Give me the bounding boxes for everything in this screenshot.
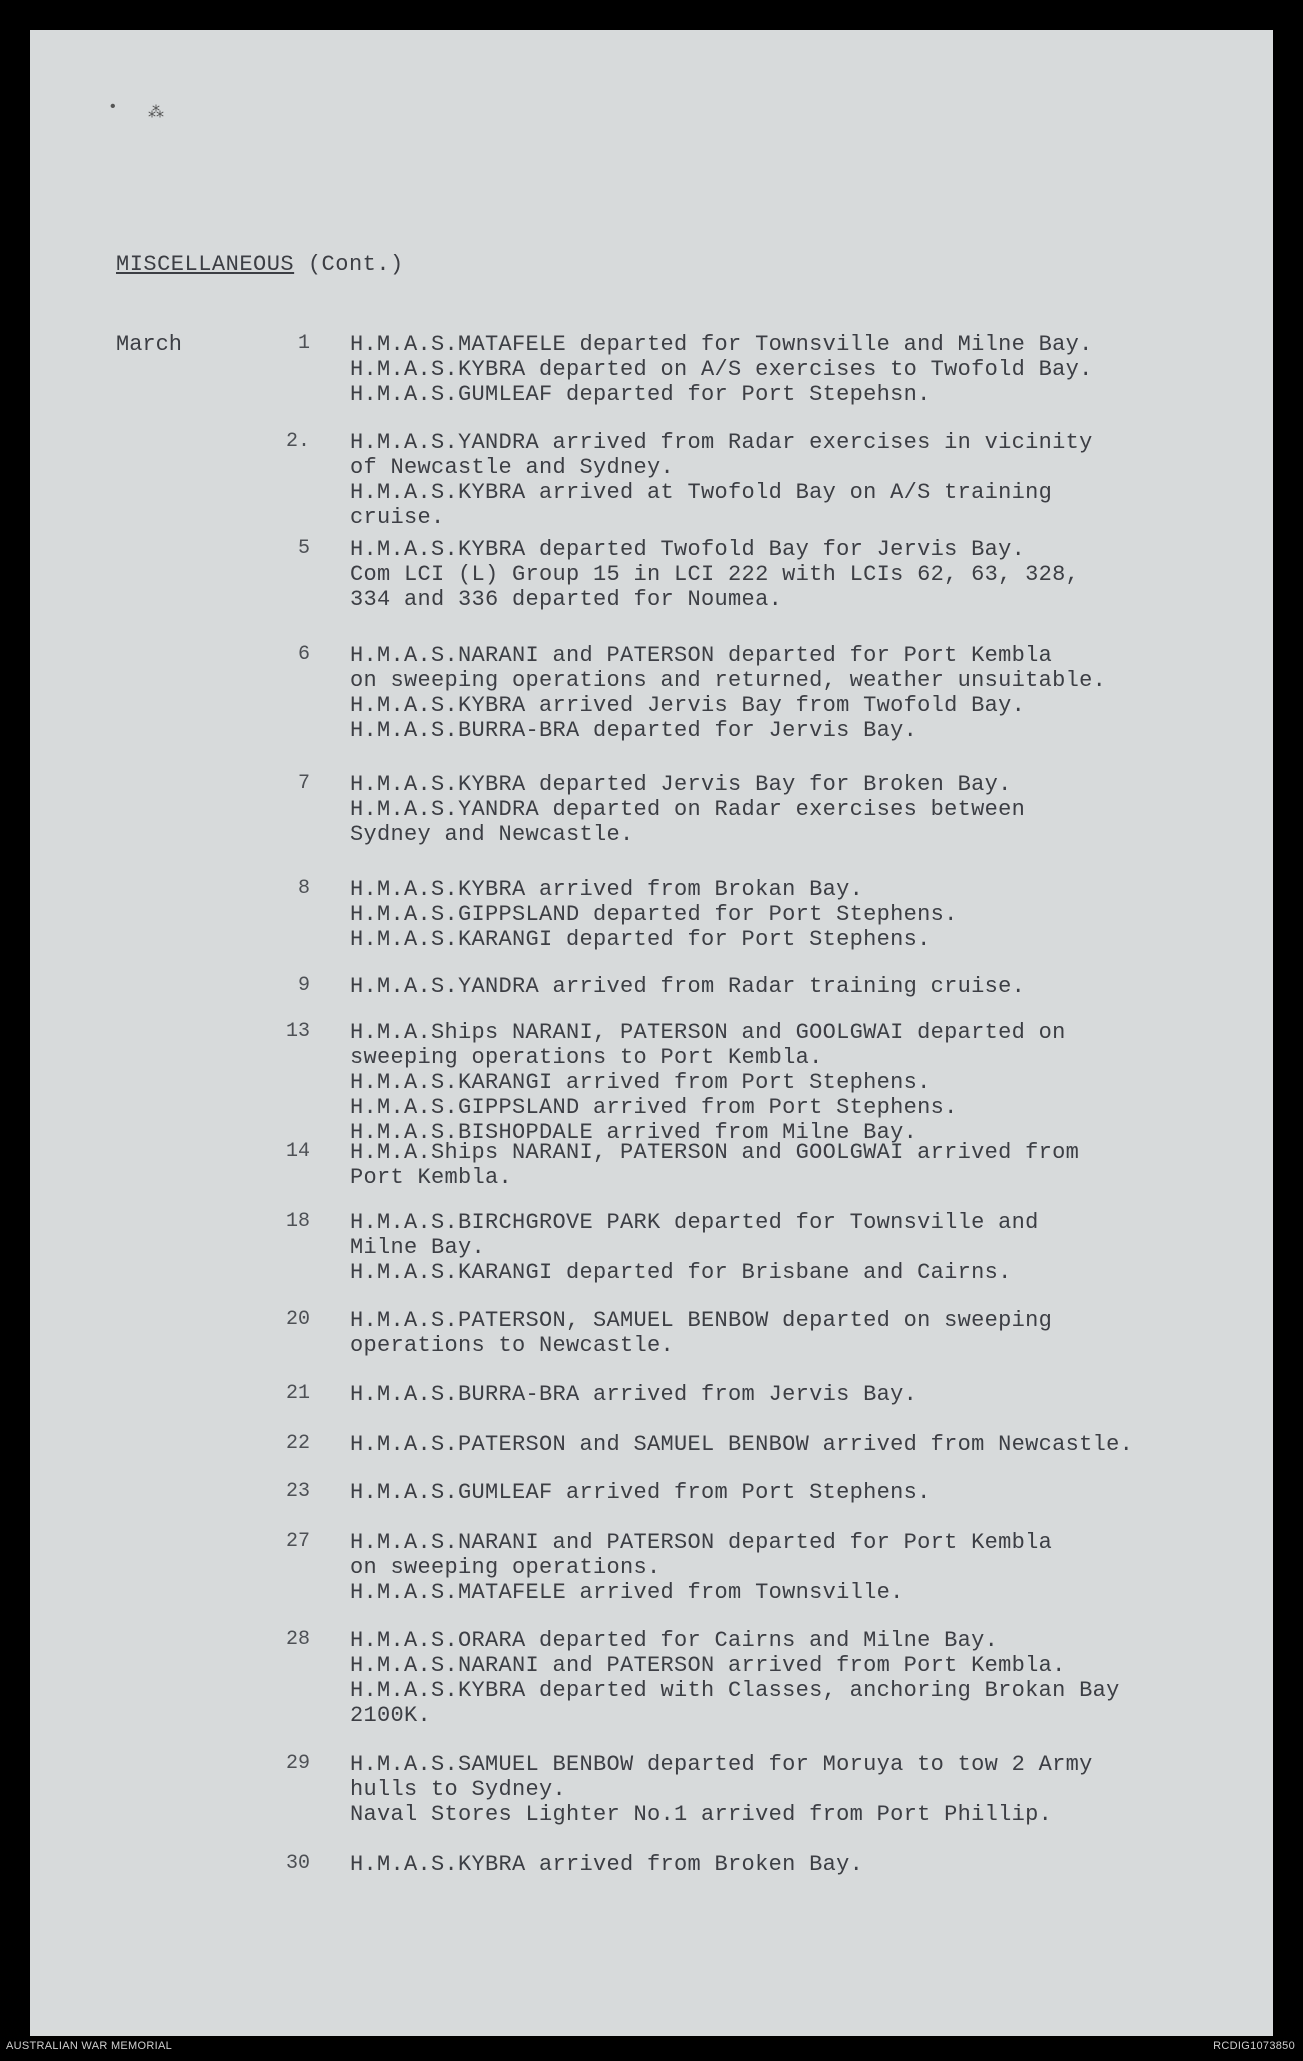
entry-line: H.M.A.Ships NARANI, PATERSON and GOOLGWAI departed on	[350, 1020, 1066, 1045]
entry-day: 29	[285, 1752, 310, 1775]
entry-day: 6	[297, 643, 310, 666]
entry-line: on sweeping operations.	[350, 1555, 661, 1580]
entry-day: 28	[285, 1628, 310, 1651]
entry-day: 22	[285, 1432, 310, 1455]
entry-day: 27	[285, 1530, 310, 1553]
entry-day: 21	[285, 1382, 310, 1405]
entry-line: 2100K.	[350, 1703, 432, 1728]
entry-line: H.M.A.S.PATERSON, SAMUEL BENBOW departed on sweeping	[350, 1308, 1053, 1333]
entry-line: Port Kembla.	[350, 1165, 513, 1190]
entry-line: 334 and 336 departed for Noumea.	[350, 587, 783, 612]
entry-line: sweeping operations to Port Kembla.	[350, 1045, 823, 1070]
entry-line: H.M.A.S.GUMLEAF arrived from Port Stephens.	[350, 1480, 931, 1505]
entry-day: 30	[285, 1852, 310, 1875]
entry-line: on sweeping operations and returned, weather unsuitable.	[350, 668, 1107, 693]
entry-line: Naval Stores Lighter No.1 arrived from Port Phillip.	[350, 1802, 1053, 1827]
entry-line: H.M.A.S.KARANGI arrived from Port Stephens.	[350, 1070, 931, 1095]
entry-line: H.M.A.S.KYBRA arrived at Twofold Bay on A/S training	[350, 480, 1053, 505]
section-heading	[116, 252, 404, 277]
entry-line: H.M.A.S.KYBRA departed on A/S exercises to Twofold Bay.	[350, 357, 1093, 382]
entry-line: H.M.A.S.PATERSON and SAMUEL BENBOW arrived from Newcastle.	[350, 1432, 1134, 1457]
entry-day: 18	[285, 1210, 310, 1233]
entry-line: H.M.A.S.KARANGI departed for Port Stephens.	[350, 927, 931, 952]
document-page	[30, 30, 1273, 2036]
entry-line: H.M.A.S.NARANI and PATERSON departed for Port Kembla	[350, 643, 1053, 668]
entry-line: H.M.A.S.GIPPSLAND arrived from Port Stephens.	[350, 1095, 958, 1120]
entry-day: 23	[285, 1480, 310, 1503]
entry-day: 1	[297, 332, 310, 355]
entry-day: 14	[285, 1140, 310, 1163]
month-label: March	[116, 332, 183, 357]
entry-line: H.M.A.S.BISHOPDALE arrived from Milne Bay.	[350, 1120, 918, 1145]
entry-line: operations to Newcastle.	[350, 1333, 675, 1358]
entry-line: H.M.A.S.GIPPSLAND departed for Port Stephens.	[350, 902, 958, 927]
entry-line: Com LCI (L) Group 15 in LCI 222 with LCIs 62, 63, 328,	[350, 562, 1080, 587]
entry-line: H.M.A.S.KYBRA arrived Jervis Bay from Twofold Bay.	[350, 693, 1026, 718]
dust-mark: ⁂	[148, 104, 164, 122]
entry-line: hulls to Sydney.	[350, 1777, 567, 1802]
entry-line: H.M.A.S.BURRA-BRA departed for Jervis Bay.	[350, 718, 918, 743]
entry-line: H.M.A.S.BIRCHGROVE PARK departed for Townsville and	[350, 1210, 1039, 1235]
entry-day: 20	[285, 1308, 310, 1331]
heading-continued: (Cont.)	[294, 252, 404, 277]
entry-line: H.M.A.S.NARANI and PATERSON departed for Port Kembla	[350, 1530, 1053, 1555]
entry-line: H.M.A.S.YANDRA departed on Radar exercises between	[350, 797, 1026, 822]
entry-line: H.M.A.Ships NARANI, PATERSON and GOOLGWAI arrived from	[350, 1140, 1080, 1165]
entry-line: of Newcastle and Sydney.	[350, 455, 675, 480]
entry-line: H.M.A.S.NARANI and PATERSON arrived from Port Kembla.	[350, 1653, 1066, 1678]
entry-line: H.M.A.S.KYBRA arrived from Broken Bay.	[350, 1852, 864, 1877]
entry-line: H.M.A.S.KYBRA departed Twofold Bay for Jervis Bay.	[350, 537, 1026, 562]
entry-day: 9	[297, 974, 310, 997]
entry-day: 7	[297, 772, 310, 795]
entry-line: H.M.A.S.MATAFELE departed for Townsville and Milne Bay.	[350, 332, 1093, 357]
entry-line: H.M.A.S.KARANGI departed for Brisbane and Cairns.	[350, 1260, 1012, 1285]
entry-line: H.M.A.S.YANDRA arrived from Radar training cruise.	[350, 974, 1026, 999]
entry-day: 8	[297, 877, 310, 900]
entry-line: H.M.A.S.KYBRA departed Jervis Bay for Broken Bay.	[350, 772, 1012, 797]
heading-underlined: MISCELLANEOUS	[116, 252, 295, 277]
entry-line: H.M.A.S.SAMUEL BENBOW departed for Moruya to tow 2 Army	[350, 1752, 1093, 1777]
entry-line: H.M.A.S.KYBRA arrived from Brokan Bay.	[350, 877, 864, 902]
entry-line: cruise.	[350, 505, 445, 530]
dust-mark: •	[108, 98, 118, 116]
entry-day: 5	[297, 537, 310, 560]
entry-day: 2.	[285, 430, 310, 453]
entry-day: 13	[285, 1020, 310, 1043]
footer-source: AUSTRALIAN WAR MEMORIAL	[6, 2040, 173, 2052]
entry-line: H.M.A.S.BURRA-BRA arrived from Jervis Bay.	[350, 1382, 918, 1407]
entry-line: H.M.A.S.YANDRA arrived from Radar exercises in vicinity	[350, 430, 1093, 455]
entry-line: Sydney and Newcastle.	[350, 822, 634, 847]
footer-id: RCDIG1073850	[1213, 2040, 1295, 2052]
entry-line: H.M.A.S.KYBRA departed with Classes, anchoring Brokan Bay	[350, 1678, 1120, 1703]
entry-line: H.M.A.S.GUMLEAF departed for Port Stepehsn.	[350, 382, 931, 407]
entry-line: H.M.A.S.ORARA departed for Cairns and Milne Bay.	[350, 1628, 999, 1653]
entry-line: H.M.A.S.MATAFELE arrived from Townsville.	[350, 1580, 904, 1605]
entry-line: Milne Bay.	[350, 1235, 486, 1260]
